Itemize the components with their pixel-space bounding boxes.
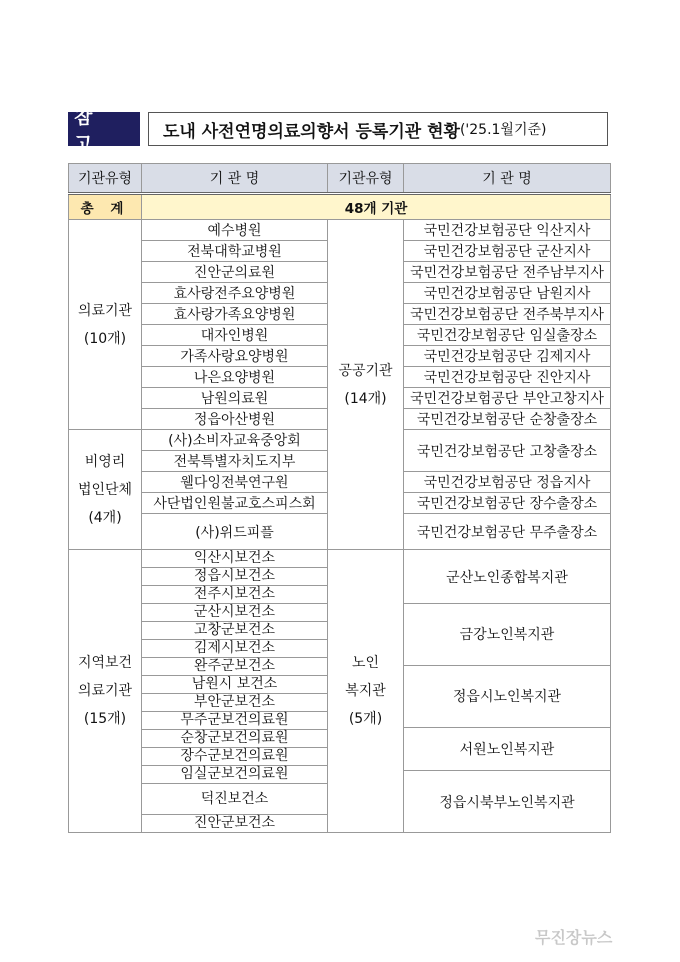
registration-table xyxy=(68,163,611,833)
list-item: 정읍아산병원 xyxy=(142,409,328,430)
list-item: 국민건강보험공단 무주출장소 xyxy=(404,514,611,550)
list-item: (사)위드피플 xyxy=(142,514,328,550)
category-medical-line-1: 의료기관 xyxy=(77,302,133,319)
list-item: 국민건강보험공단 남원지사 xyxy=(404,283,611,304)
list-item: 국민건강보험공단 부안고창지사 xyxy=(404,388,611,409)
list-item: 무주군보건의료원 xyxy=(142,712,327,730)
watermark-text: 무진장뉴스 xyxy=(535,928,613,947)
list-item: (사)소비자교육중앙회 xyxy=(142,430,328,451)
list-item: 서원노인복지관 xyxy=(404,727,611,771)
category-public-line-1: 공공기관 xyxy=(338,362,393,379)
list-item: 국민건강보험공단 진안지사 xyxy=(404,367,611,388)
list-item: 국민건강보험공단 순창출장소 xyxy=(404,409,611,430)
table-row xyxy=(69,220,611,241)
category-elderly-line-3: (5개) xyxy=(348,711,383,727)
category-health-line-1: 지역보건 xyxy=(77,655,133,671)
list-item: 순창군보건의료원 xyxy=(142,730,327,748)
category-health-line-3: (15개) xyxy=(83,711,127,727)
list-item: 국민건강보험공단 고창출장소 xyxy=(404,430,611,472)
total-label: 총 계 xyxy=(69,194,142,220)
category-nonprofit-line-2: 법인단체 xyxy=(77,481,133,498)
list-item: 효사랑전주요양병원 xyxy=(142,283,328,304)
list-item: 전북대학교병원 xyxy=(142,241,328,262)
list-item: 남원시 보건소 xyxy=(142,676,327,694)
col-header-type-right: 기관유형 xyxy=(328,164,404,194)
list-item: 국민건강보험공단 장수출장소 xyxy=(404,493,611,514)
category-public-line-2: (14개) xyxy=(344,390,387,407)
list-item: 금강노인복지관 xyxy=(404,604,611,666)
title-date: ('25.1월기준) xyxy=(459,122,547,138)
col-header-type-left: 기관유형 xyxy=(69,164,142,194)
list-item: 국민건강보험공단 정읍지사 xyxy=(404,472,611,493)
title-text: 도내 사전연명의료의향서 등록기관 현황 xyxy=(163,121,460,142)
category-medical-line-2: (10개) xyxy=(83,330,127,347)
category-medical xyxy=(69,220,142,430)
category-public xyxy=(328,220,404,550)
list-item: 전북특별자치도지부 xyxy=(142,451,328,472)
list-item: 전주시보건소 xyxy=(142,586,327,604)
list-item: 사단법인원불교호스피스회 xyxy=(142,493,328,514)
total-row xyxy=(69,194,611,220)
list-item: 국민건강보험공단 군산지사 xyxy=(404,241,611,262)
list-item: 가족사랑요양병원 xyxy=(142,346,328,367)
list-item: 국민건강보험공단 임실출장소 xyxy=(404,325,611,346)
category-elderly xyxy=(328,550,404,833)
list-item: 고창군보건소 xyxy=(142,622,327,640)
header xyxy=(68,106,608,155)
list-item: 정읍시보건소 xyxy=(142,568,327,586)
list-item: 완주군보건소 xyxy=(142,658,327,676)
list-item: 웰다잉전북연구원 xyxy=(142,472,328,493)
list-item: 나은요양병원 xyxy=(142,367,328,388)
page-title xyxy=(148,112,608,146)
category-nonprofit xyxy=(69,430,142,550)
health-list xyxy=(142,550,328,833)
category-nonprofit-line-1: 비영리 xyxy=(84,453,126,470)
list-item: 진안군보건소 xyxy=(193,815,276,831)
list-item: 덕진보건소 xyxy=(142,784,327,815)
list-item: 장수군보건의료원 xyxy=(142,748,327,766)
list-item: 정읍시노인복지관 xyxy=(404,665,611,727)
list-item: 국민건강보험공단 익산지사 xyxy=(404,220,611,241)
list-item: 국민건강보험공단 전주북부지사 xyxy=(404,304,611,325)
table-row xyxy=(69,550,611,568)
header-row xyxy=(69,164,611,194)
category-nonprofit-line-3: (4개) xyxy=(88,509,122,526)
list-item: 군산시보건소 xyxy=(142,604,327,622)
list-item: 익산시보건소 xyxy=(142,550,327,568)
list-item: 국민건강보험공단 전주남부지사 xyxy=(404,262,611,283)
watermark xyxy=(535,925,612,948)
list-item: 김제시보건소 xyxy=(142,640,327,658)
category-health-line-2: 의료기관 xyxy=(77,683,133,699)
category-health xyxy=(69,550,142,833)
list-item: 남원의료원 xyxy=(142,388,328,409)
total-value: 48개 기관 xyxy=(142,194,611,220)
reference-label: 참 고 xyxy=(68,112,140,146)
list-item: 군산노인종합복지관 xyxy=(404,550,611,604)
col-header-name-left: 기 관 명 xyxy=(142,164,328,194)
list-item: 대자인병원 xyxy=(142,325,328,346)
col-header-name-right: 기 관 명 xyxy=(404,164,611,194)
list-item: 진안군의료원 xyxy=(142,262,328,283)
list-item: 국민건강보험공단 김제지사 xyxy=(404,346,611,367)
list-item: 임실군보건의료원 xyxy=(142,766,327,784)
list-item: 효사랑가족요양병원 xyxy=(142,304,328,325)
list-item: 부안군보건소 xyxy=(142,694,327,712)
category-elderly-line-2: 복지관 xyxy=(345,683,386,699)
category-elderly-line-1: 노인 xyxy=(351,655,380,671)
list-item: 정읍시북부노인복지관 xyxy=(404,771,611,833)
list-item: 예수병원 xyxy=(142,220,328,241)
